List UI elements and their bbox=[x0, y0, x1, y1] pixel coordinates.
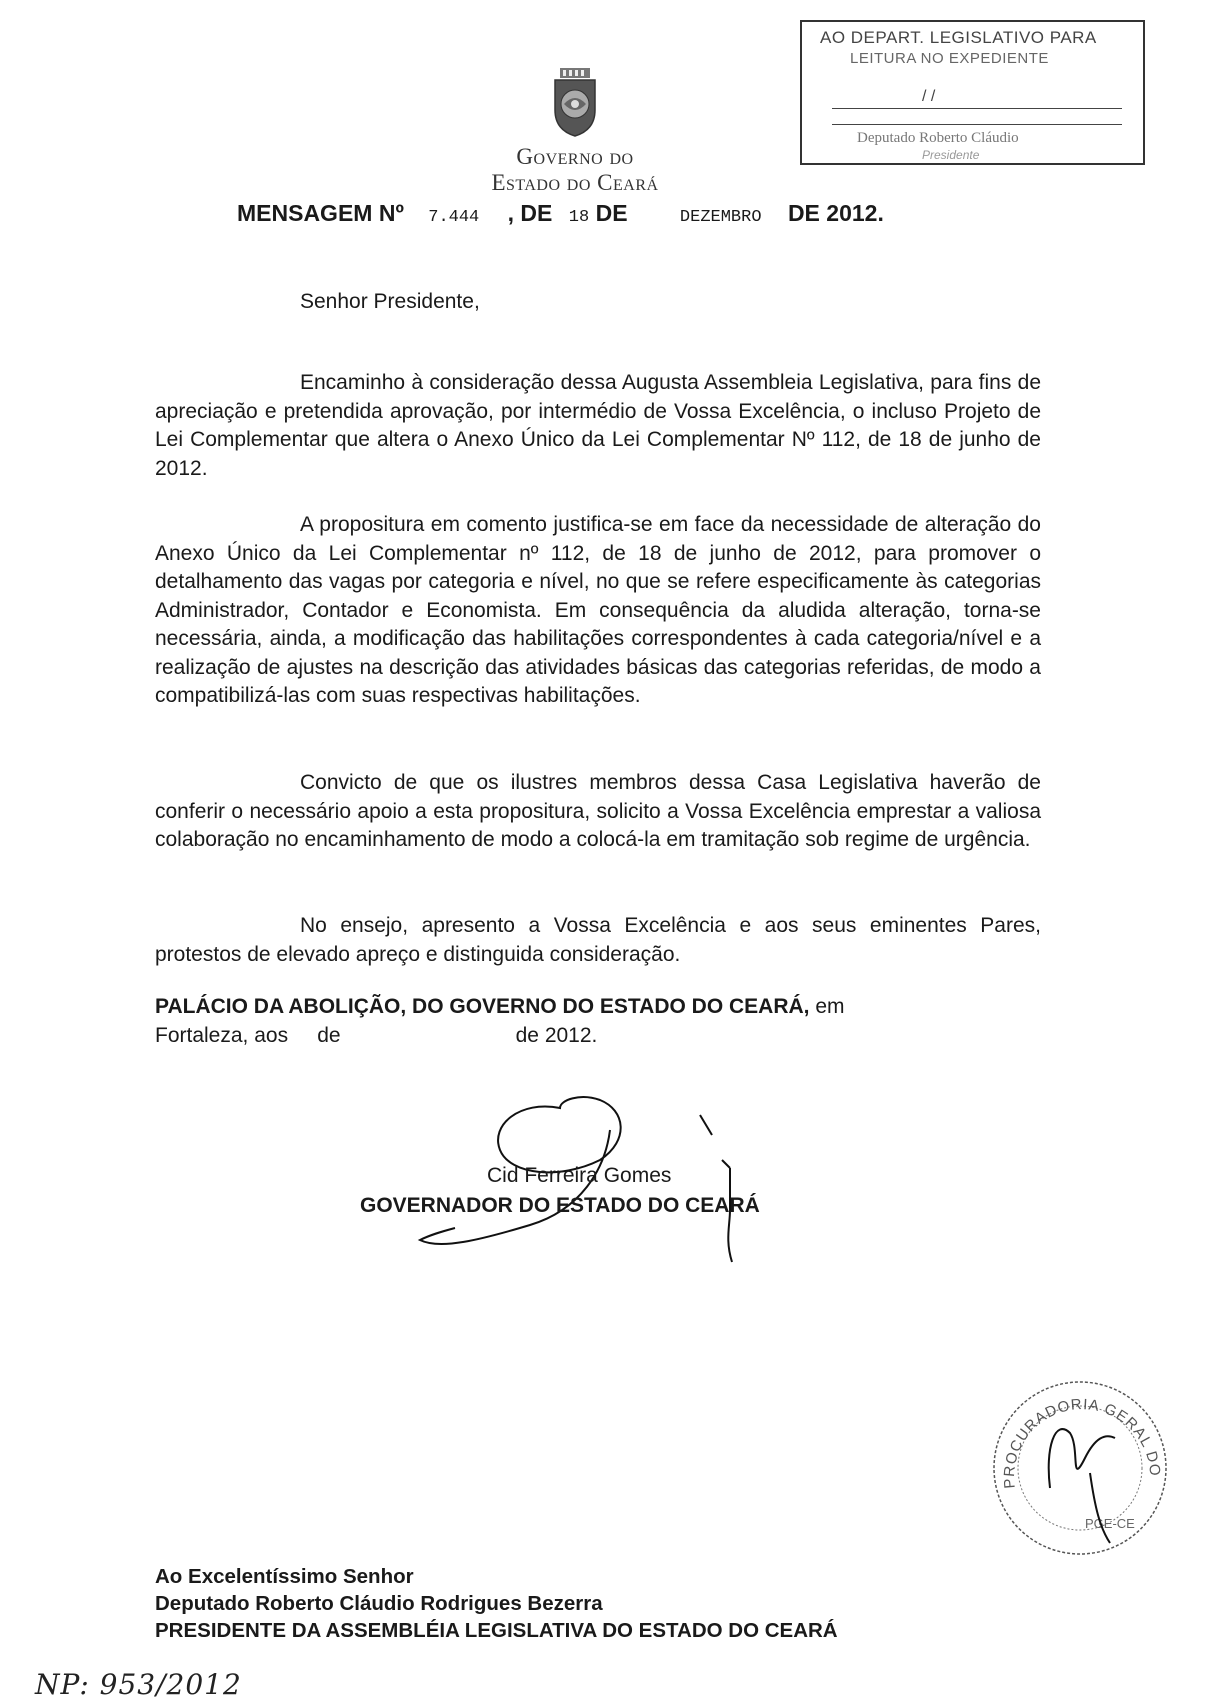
paragraph-3: Convicto de que os ilustres membros dessa Casa Legislativa haverão de conferir o necessário apoio a esta propositura, solicito a Vossa Excelência emprestar a valiosa colaboração no encaminhamento de modo a colocá-la em tramitação sob regime de urgência. bbox=[155, 771, 1041, 851]
stamp-line-4: Presidente bbox=[922, 148, 980, 162]
addressee-line-2: Deputado Roberto Cláudio Rodrigues Bezerra bbox=[155, 1592, 603, 1615]
handwritten-protocol-note: NP: 953/2012 bbox=[35, 1668, 242, 1701]
message-day: 18 bbox=[568, 208, 590, 227]
letterhead-line-2: Estado do Ceará bbox=[491, 170, 659, 195]
message-de-1: , DE bbox=[507, 200, 553, 226]
stamp-date-separators: / / bbox=[922, 88, 936, 105]
paragraph-2: A propositura em comento justifica-se em face da necessidade de alteração do Anexo Único da Lei Complementar nº 112, de 18 de junho de 2012, para promover o detalhamento das vagas por categoria e nível, no que se refere especificamente às categorias Administrador, Contador e Economista. Em consequência da aludida alteração, torna-se necessária, ainda, a modificação das habilitações correspondentes à cada categoria/nível e a realização de ajustes na descrição das atividades básicas das categorias referidas, de modo a compatibilizá-las com suas respectivas habilitações. bbox=[155, 513, 1041, 707]
signatory-name: Cid Ferreira Gomes bbox=[487, 1164, 672, 1187]
paragraph-1: Encaminho à consideração dessa Augusta Assembleia Legislativa, para fins de apreciação e pretendida aprovação, por intermédio de Vossa Excelência, o incluso Projeto de Lei Complementar que altera o Anexo Único da Lei Complementar Nº 112, de 18 de junho de 2012. bbox=[155, 371, 1041, 480]
message-number: 7.444 bbox=[428, 208, 480, 227]
paragraph-4: No ensejo, apresento a Vossa Excelência e aos seus eminentes Pares, protestos de elevado apreço e distinguida consideração. bbox=[155, 914, 1041, 966]
message-year: DE 2012. bbox=[787, 200, 884, 226]
procuradoria-seal bbox=[990, 1378, 1170, 1563]
salutation: Senhor Presidente, bbox=[300, 290, 480, 313]
message-prefix: MENSAGEM Nº bbox=[237, 200, 404, 226]
signatory-title: GOVERNADOR DO ESTADO DO CEARÁ bbox=[360, 1194, 760, 1217]
message-de-2: DE bbox=[595, 200, 628, 226]
stamp-line-1: AO DEPART. LEGISLATIVO PARA bbox=[820, 28, 1097, 47]
closing-date-line: Fortaleza, aos de de 2012. bbox=[155, 1023, 598, 1047]
closing-place-rest: em bbox=[809, 995, 845, 1018]
addressee-block bbox=[155, 1563, 838, 1644]
addressee-line-3: PRESIDENTE DA ASSEMBLÉIA LEGISLATIVA DO ESTADO DO CEARÁ bbox=[155, 1619, 838, 1642]
addressee-line-1: Ao Excelentíssimo Senhor bbox=[155, 1565, 414, 1588]
message-month: DEZEMBRO bbox=[679, 208, 762, 227]
seal-text: PROCURADORIA GERAL DO bbox=[1000, 1395, 1164, 1490]
stamp-line-3: Deputado Roberto Cláudio bbox=[857, 130, 1019, 146]
closing-place-caps: PALÁCIO DA ABOLIÇÃO, DO GOVERNO DO ESTADO DO CEARÁ, bbox=[155, 995, 810, 1018]
stamp-line-2: LEITURA NO EXPEDIENTE bbox=[850, 50, 1049, 67]
seal-abbr: PGE-CE bbox=[1085, 1516, 1135, 1531]
letterhead-line-1: Governo do bbox=[516, 144, 634, 169]
